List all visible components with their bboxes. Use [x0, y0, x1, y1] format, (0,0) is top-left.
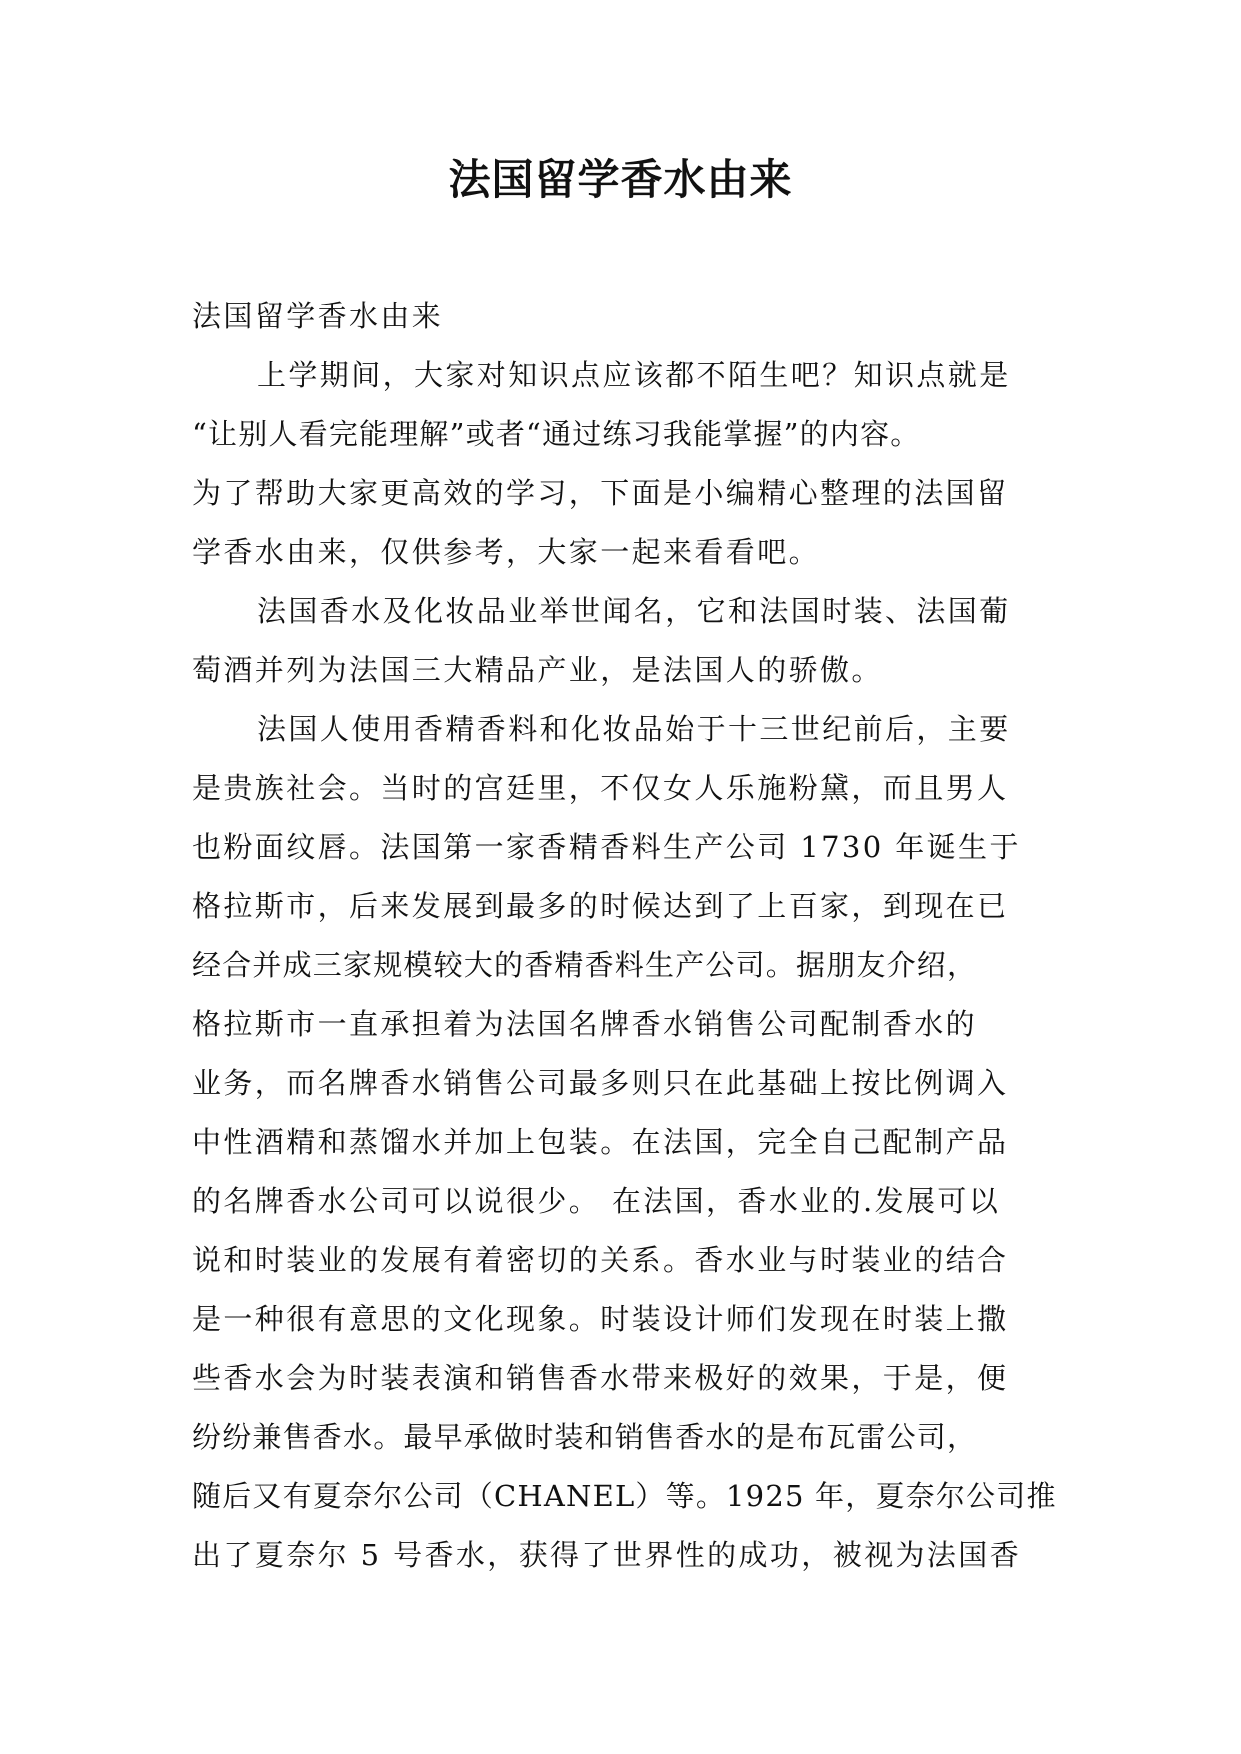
- document-body: [192, 287, 1072, 1585]
- paragraph-line: “让别人看完能理解”或者“通过练习我能掌握”的内容。: [192, 417, 921, 451]
- paragraph-line: 随后又有夏奈尔公司（CHANEL）等。1925 年，夏奈尔公司推: [192, 1479, 1057, 1513]
- paragraph-line: 业务，而名牌香水销售公司最多则只在此基础上按比例调入: [192, 1066, 1009, 1100]
- paragraph-line: 格拉斯市一直承担着为法国名牌香水销售公司配制香水的: [192, 1007, 978, 1041]
- subtitle-line: 法国留学香水由来: [192, 299, 444, 333]
- paragraph-line: 也粉面纹唇。法国第一家香精香料生产公司 1730 年诞生于: [192, 830, 1021, 864]
- paragraph-line: 些香水会为时装表演和销售香水带来极好的效果，于是，便: [192, 1361, 1009, 1395]
- paragraph-line: 中性酒精和蒸馏水并加上包装。在法国，完全自己配制产品: [192, 1125, 1009, 1159]
- paragraph-line: 的名牌香水公司可以说很少。 在法国，香水业的.发展可以: [192, 1184, 1001, 1218]
- paragraph-line: 法国香水及化妆品业举世闻名，它和法国时装、法国葡: [257, 594, 1011, 628]
- paragraph-line: 格拉斯市，后来发展到最多的时候达到了上百家，到现在已: [192, 889, 1009, 923]
- paragraph-line: 纷纷兼售香水。最早承做时装和销售香水的是布瓦雷公司，: [192, 1420, 978, 1454]
- paragraph-line: 说和时装业的发展有着密切的关系。香水业与时装业的结合: [192, 1243, 1009, 1277]
- paragraph-line: 萄酒并列为法国三大精品产业，是法国人的骄傲。: [192, 653, 883, 687]
- paragraph-line: 法国人使用香精香料和化妆品始于十三世纪前后，主要: [257, 712, 1011, 746]
- paragraph-line: 学香水由来，仅供参考，大家一起来看看吧。: [192, 535, 821, 569]
- paragraph-line: 经合并成三家规模较大的香精香料生产公司。据朋友介绍，: [192, 948, 978, 982]
- paragraph-line: 为了帮助大家更高效的学习，下面是小编精心整理的法国留: [192, 476, 1009, 510]
- paragraph-line: 出了夏奈尔 5 号香水，获得了世界性的成功，被视为法国香: [192, 1538, 1022, 1572]
- paragraph-line: 是贵族社会。当时的宫廷里，不仅女人乐施粉黛，而且男人: [192, 771, 1009, 805]
- page-title: 法国留学香水由来: [448, 155, 793, 204]
- paragraph-line: 是一种很有意思的文化现象。时装设计师们发现在时装上撒: [192, 1302, 1009, 1336]
- paragraph-line: 上学期间，大家对知识点应该都不陌生吧？知识点就是: [257, 358, 1011, 392]
